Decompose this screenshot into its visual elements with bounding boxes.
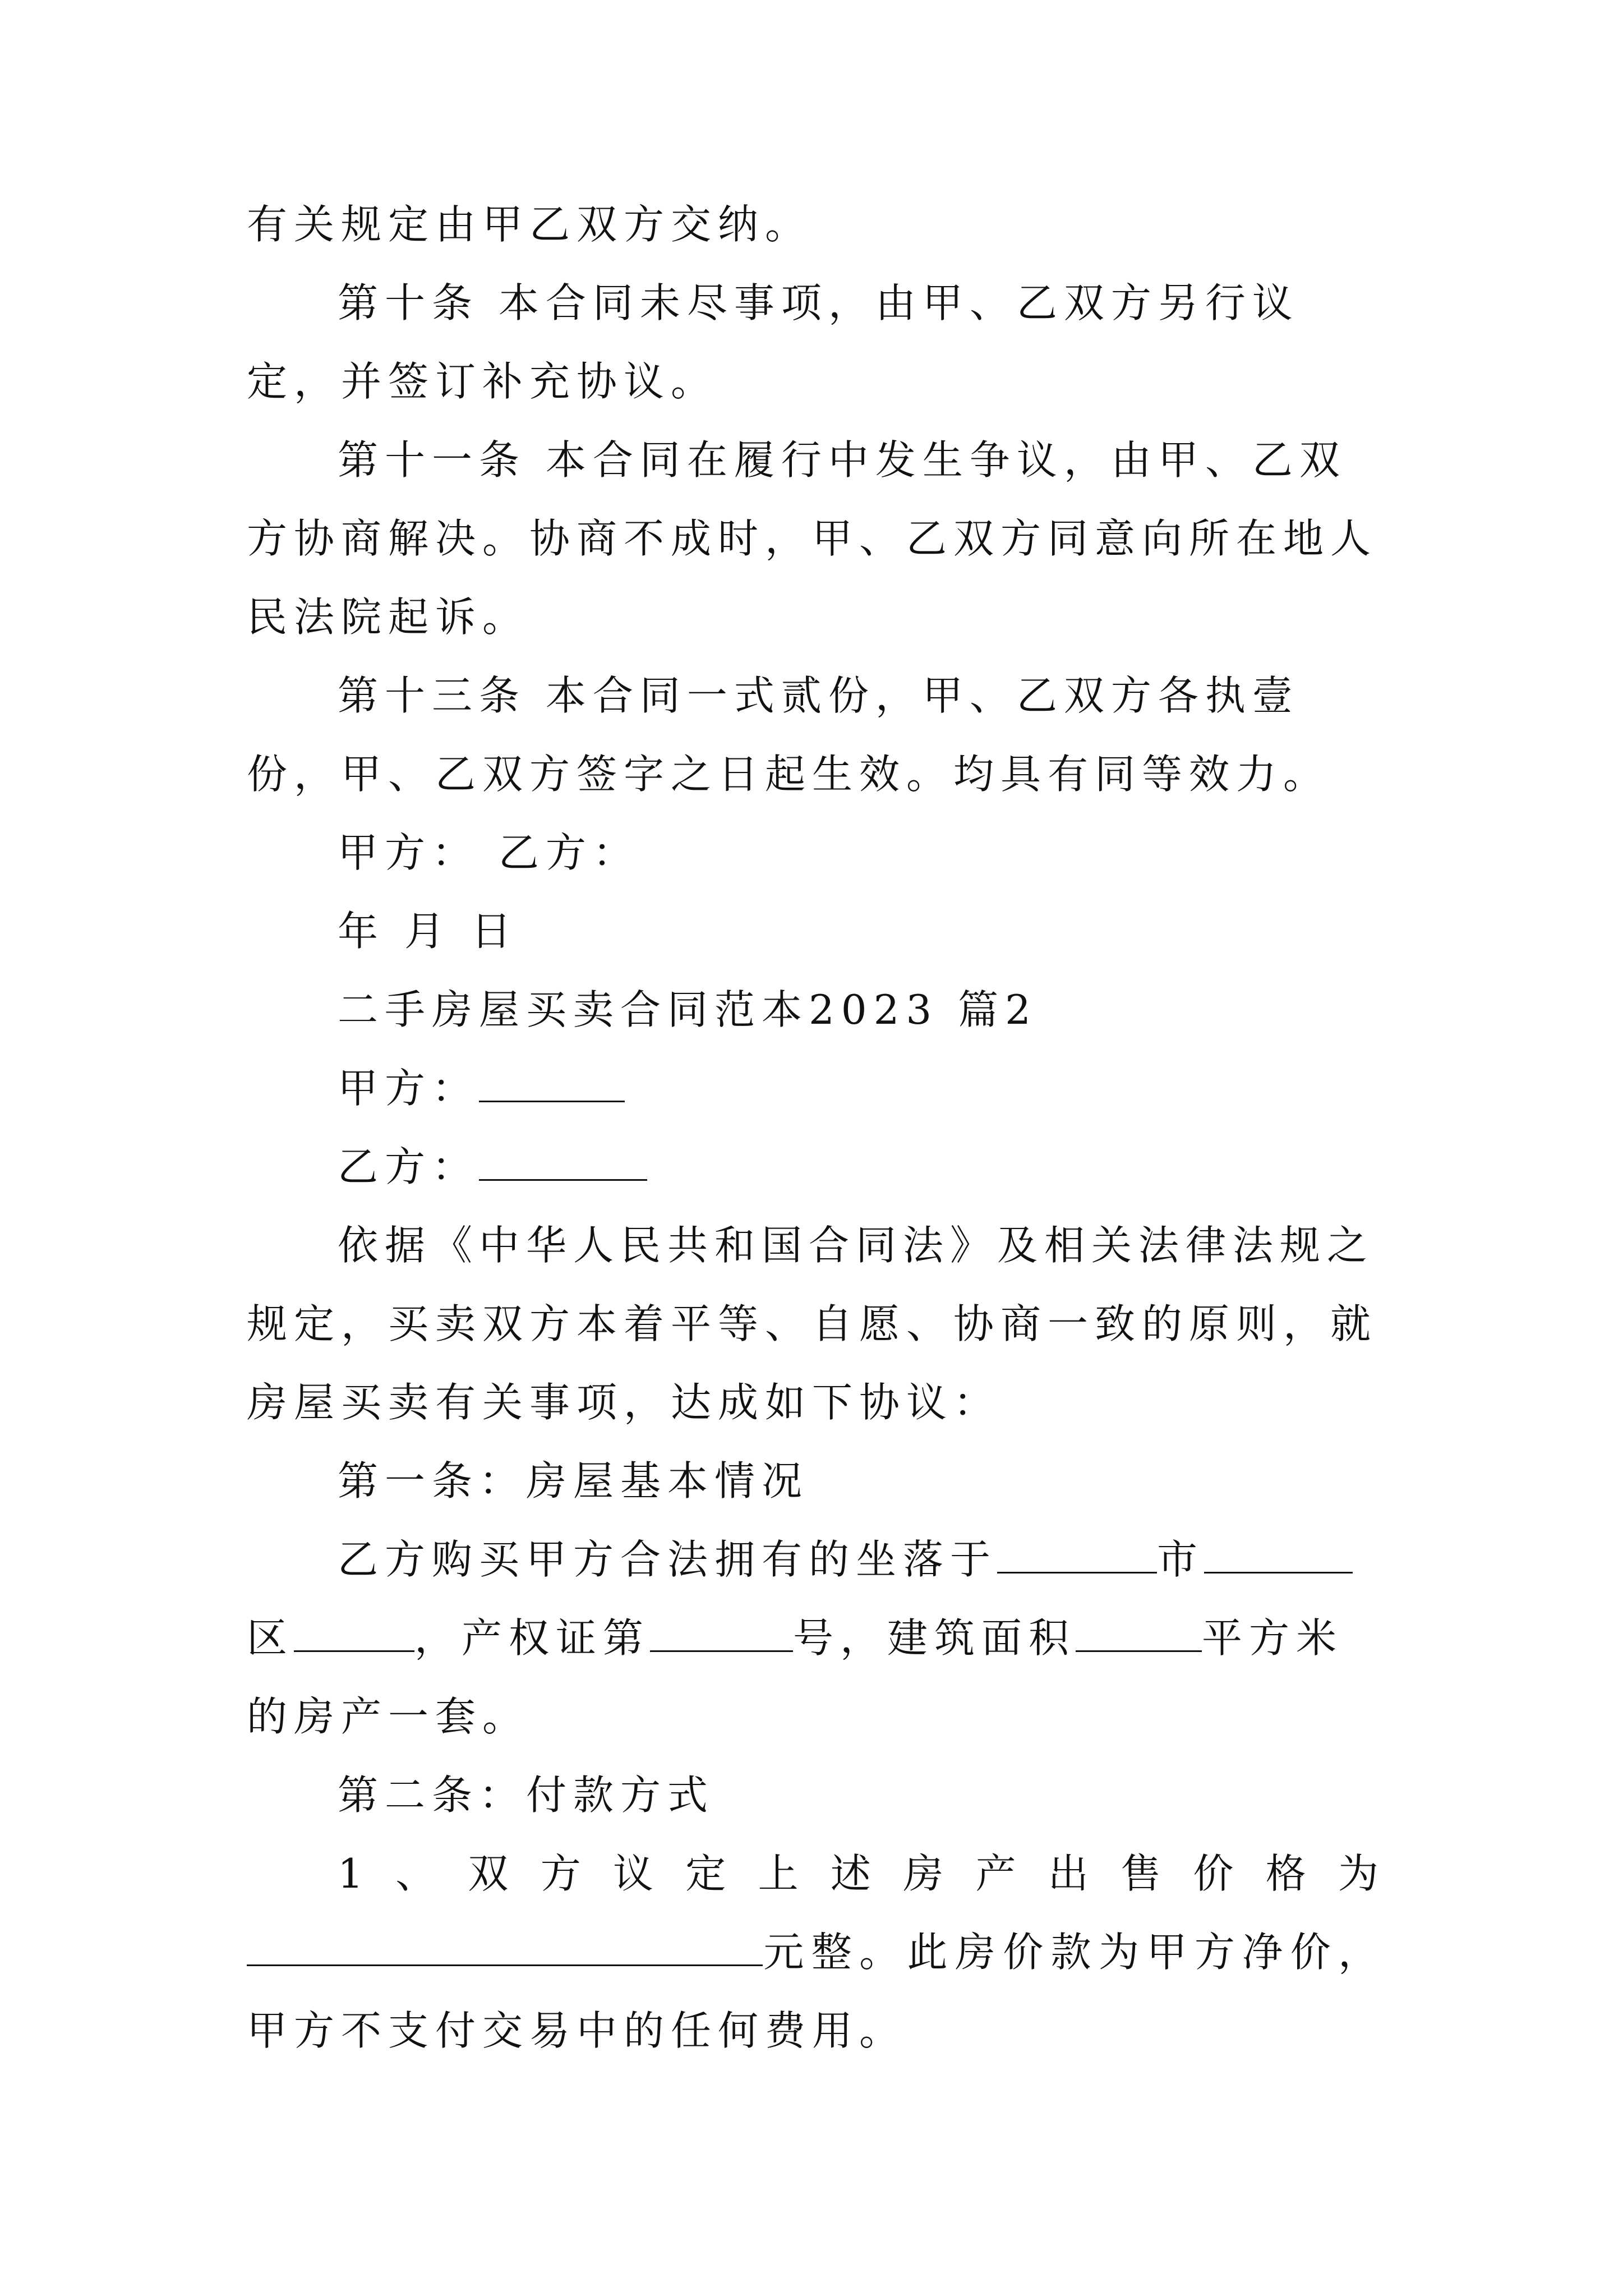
certificate-number-blank <box>650 1612 793 1652</box>
party-b-blank <box>479 1141 647 1181</box>
payment-price-part-1: 1、双方议定上述房产出售价格为 <box>338 1850 1385 1897</box>
article-2-title: 第二条：付款方式 <box>338 1772 715 1819</box>
property-info-part-4: ，产权证第 <box>414 1614 651 1662</box>
price-blank <box>247 1926 763 1966</box>
party-a-label: 甲方： <box>338 1065 479 1112</box>
signature-date: 年 月 日 <box>338 908 518 955</box>
property-info-part-5: 号，建筑面积 <box>793 1614 1076 1662</box>
party-b-line <box>247 1128 1385 1206</box>
paragraph-article-11: 第十一条 本合同在履行中发生争议，由甲、乙双方协商解决。协商不成时，甲、乙双方同意向所在地人民法院起诉。 <box>247 436 1378 641</box>
paragraph-payment-price <box>247 1834 1385 2070</box>
signature-parties: 甲方： 乙方： <box>338 829 640 876</box>
property-info-part-1: 乙方购买甲方合法拥有的坐落于 <box>338 1536 998 1583</box>
payment-price-part-2: 元整。此房价款为甲方净价，甲方不支付交易中的任何费用。 <box>247 1929 1385 2054</box>
district-blank <box>1204 1534 1353 1573</box>
paragraph-tax-clause: 有关规定由甲乙双方交纳。 <box>247 201 813 248</box>
property-info-part-3: 区 <box>247 1614 294 1662</box>
party-b-label: 乙方： <box>338 1143 479 1190</box>
address-blank <box>294 1612 414 1652</box>
floor-area-blank <box>1076 1612 1202 1652</box>
property-info-part-6: 平方米的房产一套。 <box>247 1614 1344 1740</box>
party-a-blank <box>479 1062 625 1102</box>
paragraph-article-10: 第十条 本合同未尽事项，由甲、乙双方另行议定，并签订补充协议。 <box>247 279 1299 405</box>
section-title: 二手房屋买卖合同范本2023 篇2 <box>338 986 1038 1033</box>
paragraph-article-13: 第十三条 本合同一式贰份，甲、乙双方各执壹份，甲、乙双方签字之日起生效。均具有同等效力。 <box>247 672 1331 798</box>
paragraph-property-info <box>247 1520 1385 1756</box>
article-1-title: 第一条：房屋基本情况 <box>338 1457 809 1504</box>
property-info-part-2: 市 <box>1157 1536 1205 1583</box>
party-a-line <box>247 1049 1385 1128</box>
paragraph-preamble: 依据《中华人民共和国合同法》及相关法律法规之规定，买卖双方本着平等、自愿、协商一致的原则，就房屋买卖有关事项，达成如下协议： <box>247 1222 1378 1426</box>
city-blank <box>997 1534 1157 1573</box>
document-body <box>247 185 1385 2070</box>
